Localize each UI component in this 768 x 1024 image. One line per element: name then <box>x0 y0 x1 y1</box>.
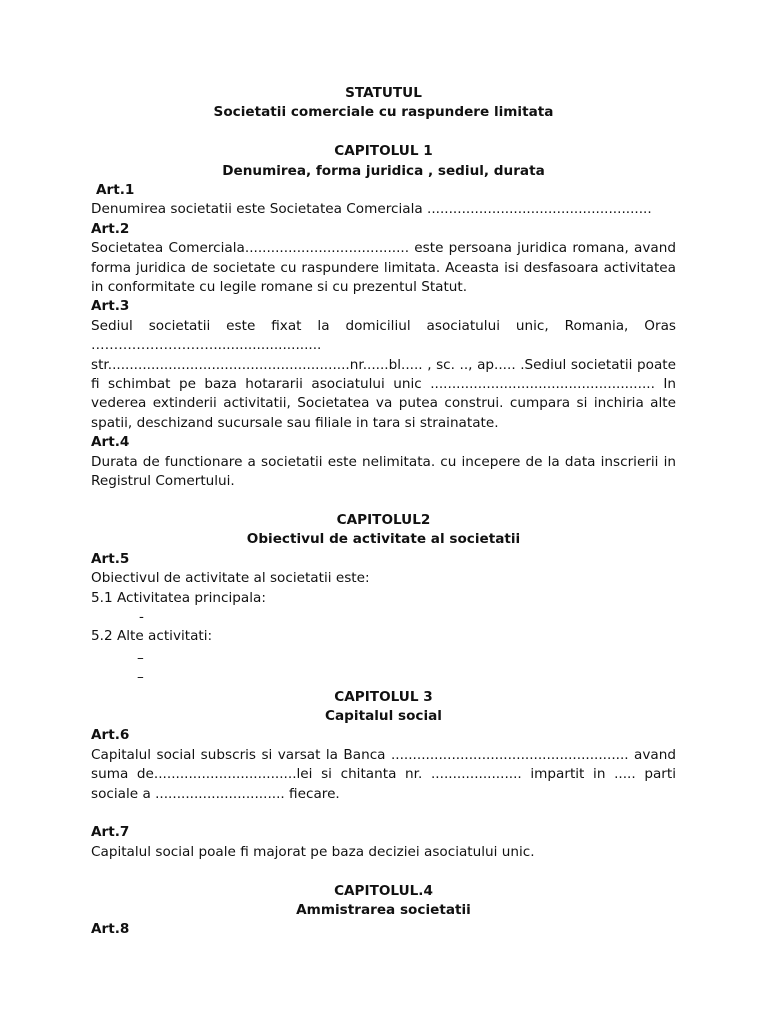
article-3-text: str........................................................nr......bl..... , sc. .., ap..... .Sediul societatii poate fi schimbat pe baza hotararii asociatului unic .................................................... In vederea extinderii activitatii, Societatea va putea construi. cumpara si inchiria alte spatii, deschizand sucursale sau filiale in tara si strainatate. <box>91 356 676 431</box>
article-8-label: Art.8 <box>91 921 130 938</box>
chapter-4-title: Ammistrarea societatii <box>296 902 471 918</box>
article-5-item-1-dash: - <box>139 608 144 625</box>
article-3-line-2: ………………………......................... <box>91 337 322 354</box>
article-5-item-2-dash-1: – <box>137 649 144 666</box>
spacer <box>91 804 676 823</box>
chapter-2-heading: CAPITOLUL2 <box>336 511 431 528</box>
article-5-intro: Obiectivul de activitate al societatii este: <box>91 570 370 587</box>
article-4-label: Art.4 <box>91 434 130 451</box>
article-2-text: Societatea Comerciala...................................... este persoana juridica romana, avand forma juridica de societate cu raspundere limitata. Aceasta isi desfasoara activitatea in conformitate cu legile romane si cu prezentul Statut. <box>91 240 676 296</box>
article-6-text: Capitalul social subscris si varsat la Banca ....................................................... avand suma de.................................lei si chitanta nr. ..................... impartit in ..... parti sociale a .............................. fiecare. <box>91 746 676 802</box>
chapter-4-heading: CAPITOLUL.4 <box>334 882 433 899</box>
article-6-label: Art.6 <box>91 727 130 744</box>
article-1-label: Art.1 <box>96 182 135 199</box>
article-7-label: Art.7 <box>91 824 130 841</box>
chapter-2-title: Obiectivul de activitate al societatii <box>246 531 521 548</box>
article-7-text: Capitalul social poale fi majorat pe baza deciziei asociatului unic. <box>91 843 535 860</box>
chapter-1-heading: CAPITOLUL 1 <box>334 143 433 160</box>
article-1-text: Denumirea societatii este Societatea Comerciala .................................................... <box>91 201 652 218</box>
spacer <box>91 123 676 142</box>
article-5-item-1: 5.1 Activitatea principala: <box>91 589 266 606</box>
article-5-item-2-dash-2: – <box>137 669 144 686</box>
article-5-label: Art.5 <box>91 550 130 567</box>
document-subtitle: Societatii comerciale cu raspundere limitata <box>213 104 554 121</box>
chapter-3-heading: CAPITOLUL 3 <box>334 688 433 705</box>
chapter-3-title: Capitalul social <box>325 707 442 724</box>
article-2-label: Art.2 <box>91 220 130 237</box>
article-3-label: Art.3 <box>91 298 130 315</box>
article-5-item-2: 5.2 Alte activitati: <box>91 628 213 645</box>
spacer <box>91 492 676 511</box>
article-4-text: Durata de functionare a societatii este nelimitata. cu incepere de la data inscrierii in Registrul Comertului. <box>91 453 676 490</box>
article-3-line-1: Sediul societatii este fixat la domiciliul asociatului unic, Romania, Oras <box>91 317 676 334</box>
spacer <box>91 862 676 881</box>
document-title: STATUTUL <box>345 85 422 101</box>
chapter-1-title: Denumirea, forma juridica , sediul, durata <box>222 162 545 179</box>
